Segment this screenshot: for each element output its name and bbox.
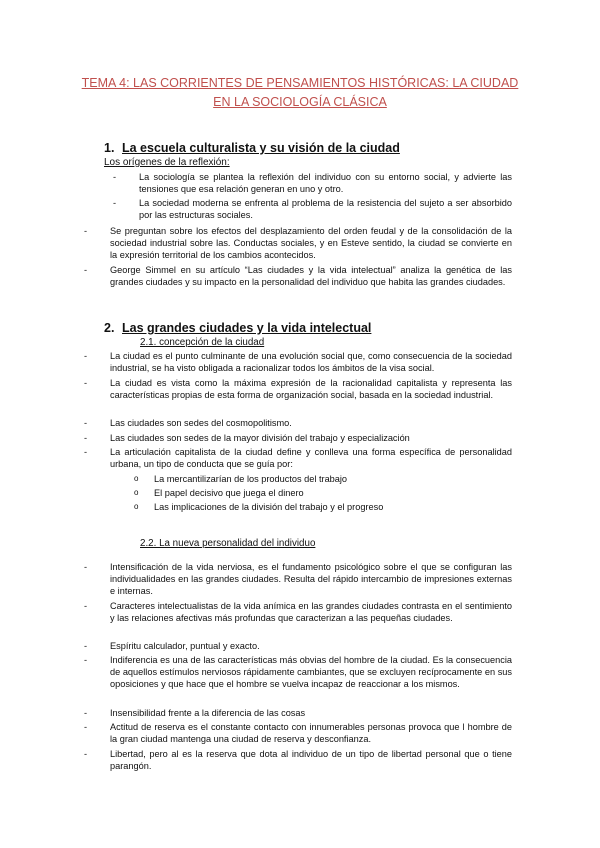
dash-bullet: - [84, 351, 88, 361]
section-2-title: Las grandes ciudades y la vida intelectual [122, 321, 372, 335]
subsection-2-2-heading: 2.2. La nueva personalidad del individuo [140, 538, 316, 549]
list-item-text: Las implicaciones de la división del trabajo y el progreso [154, 502, 384, 512]
list-item-text: Las ciudades son sedes de la mayor división del trabajo y especialización [110, 433, 410, 443]
list-item [84, 264, 512, 288]
circle-bullet: o [134, 474, 139, 483]
dash-bullet: - [113, 198, 117, 208]
list-item-text: Actitud de reserva es el constante contacto con innumerables personas provoca que l hombre de la gran ciudad mantenga una ciudad de reserva y desconfianza. [110, 722, 512, 745]
list-item [84, 654, 512, 691]
dash-bullet: - [84, 749, 88, 759]
document-title [70, 74, 530, 112]
list-item-text: La ciudad es el punto culminante de una evolución social que, como consecuencia de la sociedad industrial, se ha visto obligada a racionalizar todos los ámbitos de la visa social. [110, 351, 512, 374]
dash-bullet: - [84, 418, 88, 428]
list-item [84, 417, 512, 429]
list-item-text: La ciudad es vista como la máxima expresión de la racionalidad capitalista y representa las características propias de esta forma de organización social, basada en la sociedad industrial. [110, 378, 512, 401]
dash-bullet: - [84, 601, 88, 611]
list-item-text: Insensibilidad frente a la diferencia de las cosas [110, 708, 306, 718]
list-item-text: La articulación capitalista de la ciudad define y conlleva una forma específica de personalidad urbana, un tipo de conducta que se guía por: [110, 447, 512, 470]
list-item-text: Libertad, pero al es la reserva que dota al individuo de un tipo de libertad personal que o tiene parangón. [110, 749, 512, 772]
section-1-title: La escuela culturalista y su visión de la ciudad [122, 141, 400, 155]
dash-bullet: - [84, 265, 88, 275]
dash-bullet: - [84, 708, 88, 718]
list-item [134, 473, 512, 485]
dash-bullet: - [84, 641, 88, 651]
dash-bullet: - [84, 226, 88, 236]
circle-bullet: o [134, 502, 139, 511]
dash-bullet: - [84, 562, 88, 572]
dash-bullet: - [84, 378, 88, 388]
dash-bullet: - [84, 722, 88, 732]
list-item [134, 501, 512, 513]
list-item-text: Espíritu calculador, puntual y exacto. [110, 641, 260, 651]
section-2-number: 2. [104, 321, 115, 335]
dash-bullet: - [84, 433, 88, 443]
subsection-2-1-heading: 2.1. concepción de la ciudad [140, 337, 265, 348]
list-item [113, 171, 512, 195]
list-item-text: La mercantilizarían de los productos del trabajo [154, 474, 348, 484]
list-item-text: El papel decisivo que juega el dinero [154, 488, 304, 498]
list-item [84, 748, 512, 772]
list-item-text: George Simmel en su artículo “Las ciudades y la vida intelectual” analiza la genética de las grandes ciudades y su impacto en la personalidad del individuo que habita las grandes ciudades. [110, 265, 512, 288]
dash-bullet: - [84, 655, 88, 665]
list-item [84, 640, 512, 652]
section-1-subheading: Los orígenes de la reflexión: [104, 157, 230, 168]
list-item [84, 721, 512, 745]
list-item-text: Indiferencia es una de las características más obvias del hombre de la ciudad. Es la consecuencia de aquellos estímulos nerviosos rápidamente cambiantes, que se excluyen recíprocamente en sus oposiciones y que hace que el hombre se vuelva incapaz de reaccionar a los mismos. [110, 655, 512, 690]
title-line-2: EN LA SOCIOLOGÍA CLÁSICA [213, 95, 387, 109]
list-item-text: Las ciudades son sedes del cosmopolitismo. [110, 418, 292, 428]
list-item [84, 600, 512, 624]
dash-bullet: - [113, 172, 117, 182]
section-2-heading [104, 321, 371, 335]
list-item [84, 432, 512, 444]
list-item [84, 377, 512, 401]
list-item [84, 446, 512, 470]
list-item [134, 487, 512, 499]
circle-bullet: o [134, 488, 139, 497]
list-item [113, 197, 512, 221]
dash-bullet: - [84, 447, 88, 457]
list-item-text: Se preguntan sobre los efectos del desplazamiento del orden feudal y de la consolidación de la sociedad industrial sobre las. Conductas sociales, y en Esteve sentido, la ciudad se convierte en la expresión territorial de los cambios acontecidos. [110, 226, 512, 261]
list-item-text: Intensificación de la vida nerviosa, es el fundamento psicológico sobre el que se configuran las individualidades en las grandes ciudades. Resulta del rápido intercambio de impresiones externas e internas. [110, 562, 512, 597]
list-item [84, 225, 512, 262]
list-item [84, 707, 512, 719]
title-line-1: TEMA 4: LAS CORRIENTES DE PENSAMIENTOS HISTÓRICAS: LA CIUDAD [81, 76, 519, 90]
section-1-number: 1. [104, 141, 115, 155]
section-1-heading [104, 141, 400, 155]
list-item [84, 561, 512, 598]
list-item-text: La sociología se plantea la reflexión del individuo con su entorno social, y advierte las tensiones que esa relación generan en uno y otro. [139, 172, 512, 195]
list-item-text: Caracteres intelectualistas de la vida anímica en las grandes ciudades contrasta en el sentimiento y las relaciones afectivas más profundas que caracterizan a las pequeñas ciudades. [110, 601, 512, 624]
list-item [84, 350, 512, 374]
list-item-text: La sociedad moderna se enfrenta al problema de la resistencia del sujeto a ser absorbido por las estructuras sociales. [139, 198, 512, 221]
